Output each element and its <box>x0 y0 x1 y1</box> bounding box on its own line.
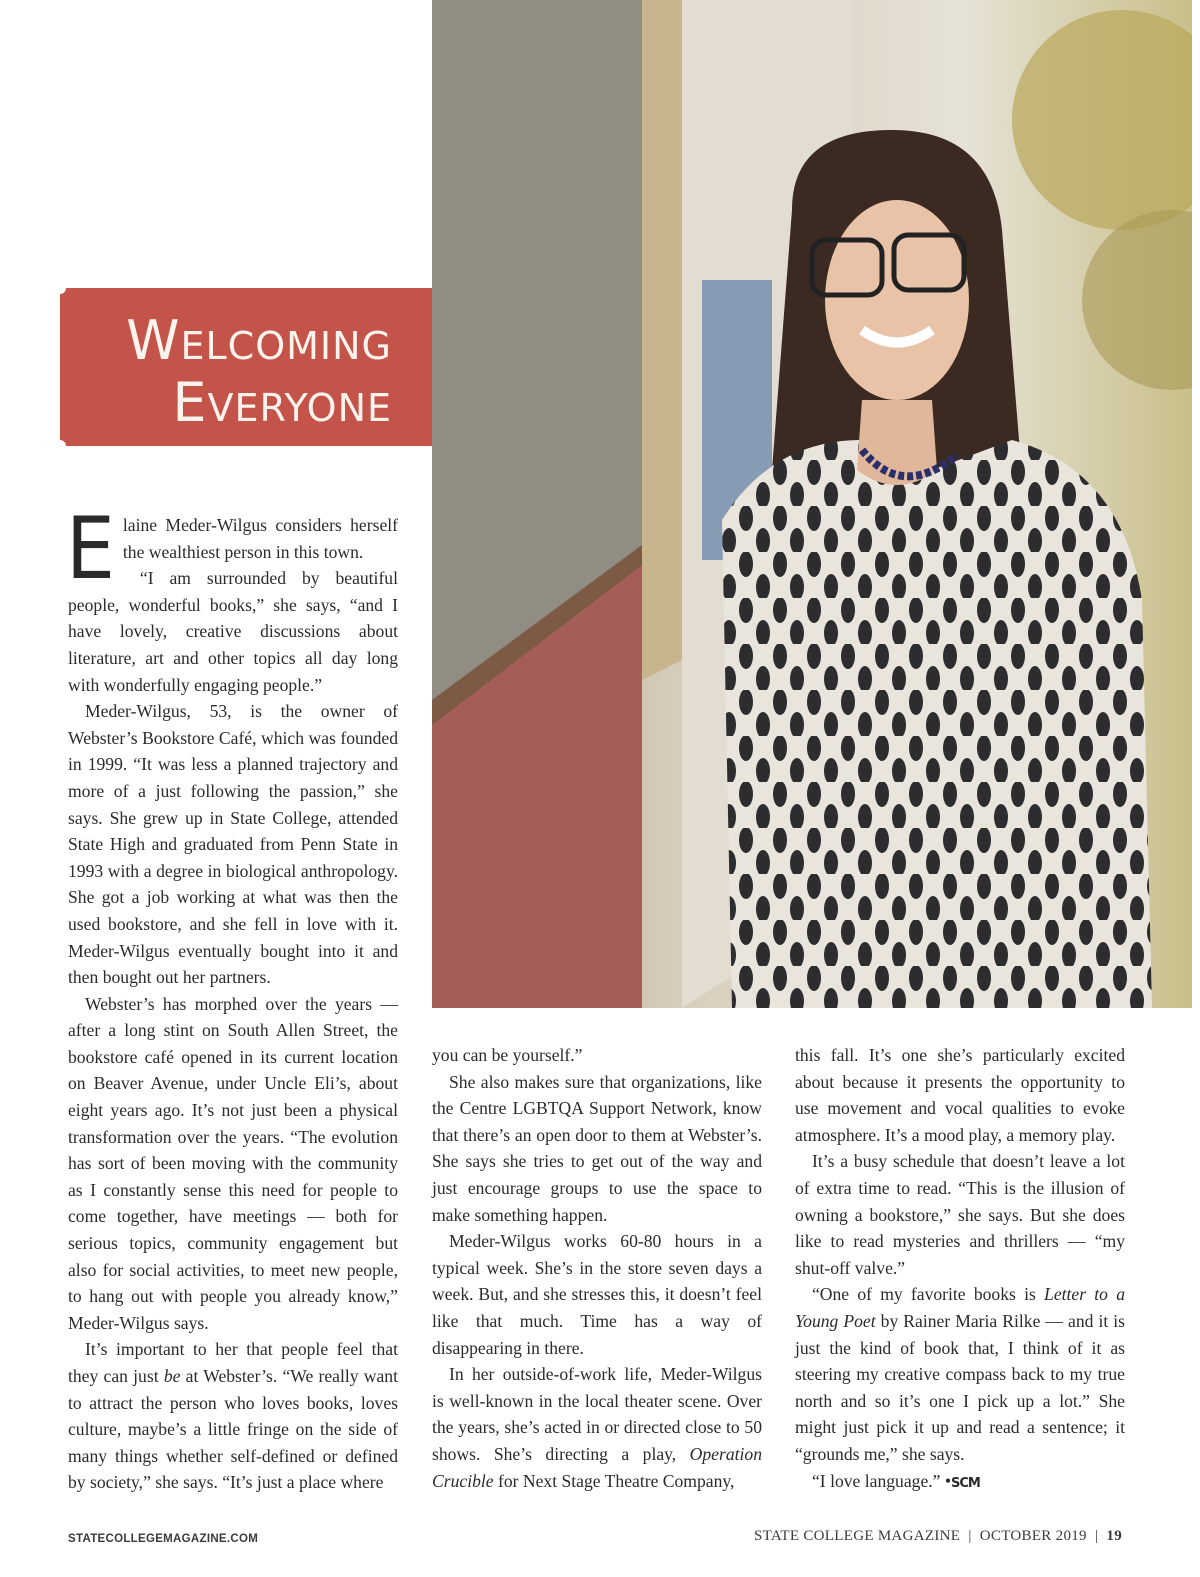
paragraph-text: at Webster’s. “We really want to attract the person who loves books, loves culture, maybe’s a little fringe on the side of many things whether self-defined or defined by society,” she says. “It’s just a place where <box>68 1366 398 1493</box>
footer-separator: | <box>1094 1528 1099 1544</box>
article-paragraph <box>432 1361 762 1494</box>
article-paragraph <box>68 1336 398 1496</box>
play-title: Operation Crucible <box>432 1443 762 1491</box>
emphasis-text: be <box>163 1366 181 1386</box>
book-title: Letter to a Young Poet <box>795 1284 1125 1331</box>
paragraph-text: by Rainer Maria Rilke — and it is just the kind of book that, I think of it as steering my creative compass back to my true north and so it’s one I pick up a lot.” She might just pick it up and read a sentence; it “grounds me,” she says. <box>795 1310 1126 1464</box>
article-paragraph: It’s a busy schedule that doesn’t leave a lot of extra time to read. “This is the illusion of owning a bookstore,” she says. But she does like to read mysteries and thrillers — “my shut-off valve.” <box>795 1151 1125 1278</box>
article-paragraph: this fall. It’s one she’s particularly excited about because it presents the opportunity to use movement and vocal qualities to evoke atmosphere. It’s a mood play, a memory play. <box>795 1045 1125 1145</box>
paragraph-text: It’s important to her that people feel that they can just <box>68 1339 398 1386</box>
portrait-photo <box>432 0 1192 1008</box>
article-paragraph: Webster’s has morphed over the years — after a long stint on South Allen Street, the bookstore café opened in its current location on Beaver Avenue, under Uncle Eli’s, about eight years ago. It’s not just been a physical transformation over the years. “The evolution has sort of been moving with the community as I constantly sense this need for people to come together, have meetings — both for serious topics, community engagement but also for social activities, to meet new people, to hang out with people you already know,” Meder-Wilgus says. <box>68 993 398 1333</box>
article-paragraph <box>795 1468 1125 1498</box>
article-column-1 <box>66 499 398 1496</box>
headline-line-1: Welcoming <box>126 309 392 372</box>
article-paragraph: you can be yourself.” <box>432 1045 583 1065</box>
paragraph-text: In her outside-of-work life, Meder-Wilgus is well-known in the local theater scene. Over the years, she’s acted in or directed close to 50 shows. She’s directing a play, <box>432 1364 762 1464</box>
headline-line-2: Everyone <box>172 371 392 434</box>
paragraph-text: laine Meder-Wilgus considers herself the wealthiest person in this town. <box>122 515 398 562</box>
footer-magazine-name: STATE COLLEGE MAGAZINE <box>754 1528 961 1544</box>
footer-separator: | <box>968 1528 972 1544</box>
article-paragraph <box>66 499 398 599</box>
article-column-2 <box>432 1042 762 1494</box>
article-paragraph: “I am surrounded by beautiful people, wonderful books,” she says, “and I have lovely, creative discussions about literature, art and other topics all day long with wonderfully engaging people.” <box>68 568 398 695</box>
paragraph-text: “One of my favorite books is <box>812 1284 1045 1305</box>
drop-cap: E <box>66 499 115 599</box>
footer-folio <box>754 1528 1122 1545</box>
feature-photo <box>432 0 1192 1008</box>
title-notch <box>54 282 66 294</box>
end-mark: SCM <box>951 1475 980 1491</box>
article-paragraph: She also makes sure that organizations, like the Centre LGBTQA Support Network, know that there’s an open door to them at Webster’s. She says she tries to get out of the way and just encourage groups to use the space to make something happen. <box>432 1071 762 1225</box>
footer-issue-date: OCTOBER 2019 <box>979 1528 1087 1544</box>
article-paragraph: Meder-Wilgus, 53, is the owner of Webster’s Bookstore Café, which was founded in 1999. “It was less a planned trajectory and more of a just following the passion,” she says. She grew up in State College, attended State High and graduated from Penn State in 1993 with a degree in biological anthropology. She got a job working at what was then the used bookstore, and she fell in love with it. Meder-Wilgus eventually bought into it and then bought out her partners. <box>68 701 398 988</box>
paragraph-text: “I love language.” • <box>812 1470 952 1491</box>
article-paragraph <box>795 1281 1125 1467</box>
article-column-3 <box>795 1042 1125 1497</box>
footer-website: STATECOLLEGEMAGAZINE.COM <box>68 1533 259 1545</box>
headline-box <box>60 288 432 446</box>
page-number: 19 <box>1106 1528 1122 1544</box>
article-paragraph: Meder-Wilgus works 60-80 hours in a typical week. She’s in the store seven days a week. But, and she stresses this, it doesn’t feel like that much. Time has a way of disappearing in there. <box>432 1231 762 1358</box>
title-notch <box>54 440 66 452</box>
paragraph-text: for Next Stage Theatre Company, <box>493 1470 735 1491</box>
